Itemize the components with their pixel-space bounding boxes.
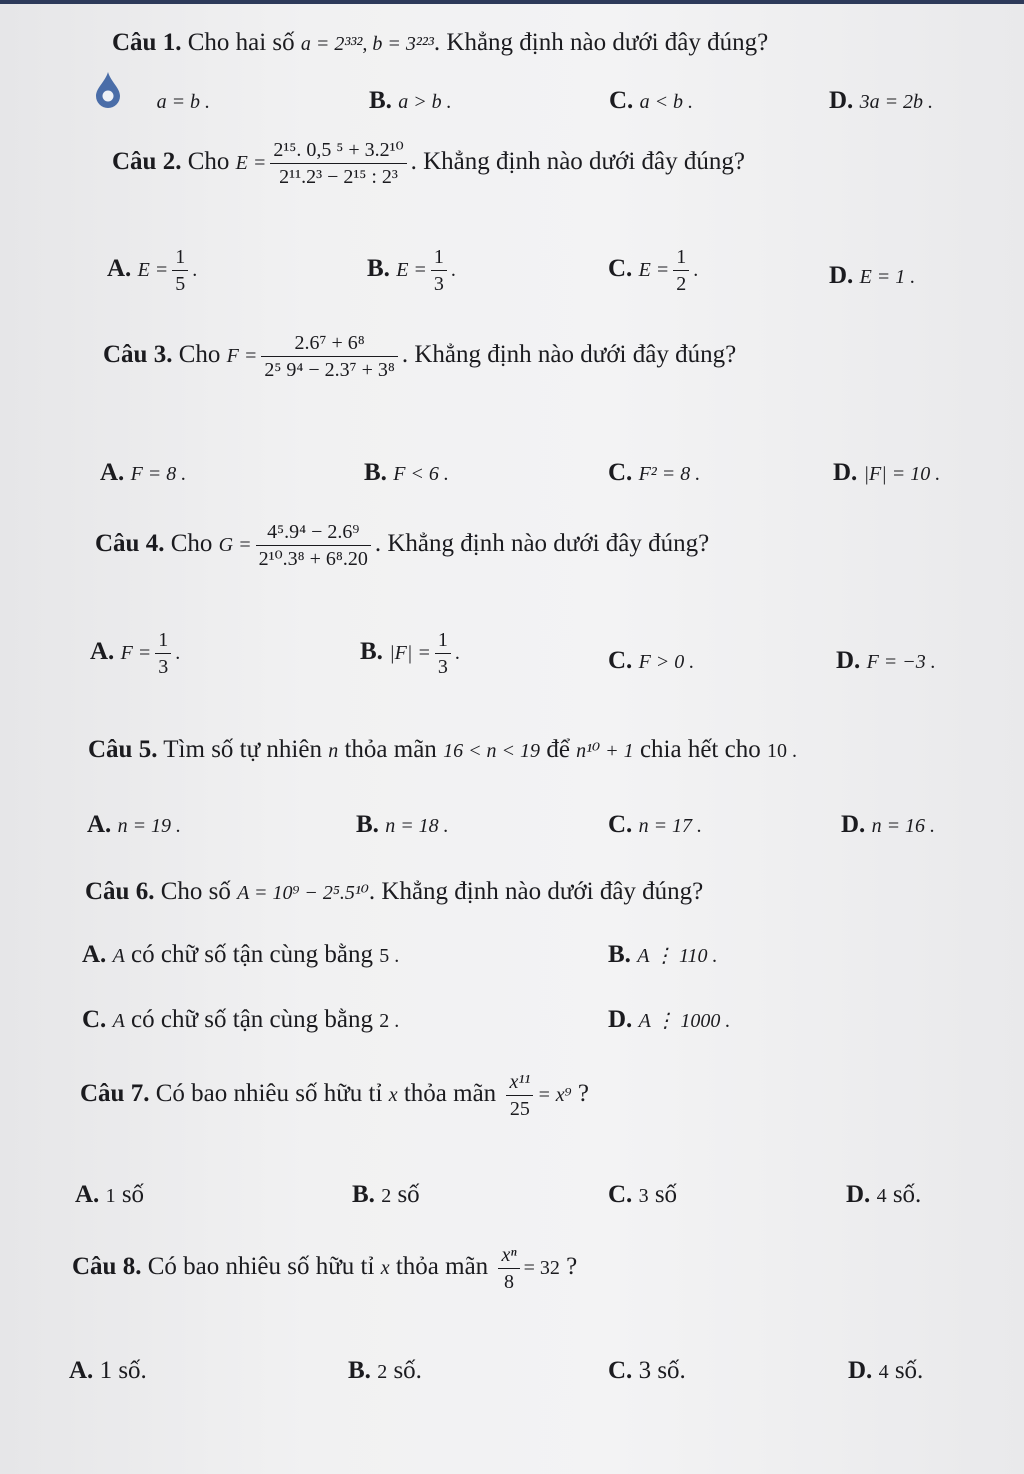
fraction-numerator: 1 [437,629,448,651]
question-text: . Khẳng định nào dưới đây đúng? [368,878,704,905]
fraction-denominator: 2¹⁰.3⁸ + 6⁸.20 [256,545,371,569]
option-label: B. [360,638,383,666]
option-3d[interactable] [833,460,940,485]
option-2a[interactable] [107,247,197,294]
question-label: Câu 6. [85,878,155,905]
option-6b[interactable] [608,942,718,967]
question-text: ? [566,1253,578,1281]
option-text: F < 6 . [393,463,449,485]
option-7c[interactable] [608,1182,677,1207]
question-label: Câu 8. [72,1253,142,1281]
fraction [498,1245,519,1292]
option-label: D. [608,1006,633,1033]
option-label: D. [848,1357,873,1384]
question-2 [112,140,745,187]
option-text: E = [396,259,427,282]
fraction-denominator: 3 [435,653,451,677]
fraction [506,1072,533,1119]
question-1 [112,30,768,55]
option-label: D. [829,262,854,289]
fraction [435,630,451,677]
question-math: A = 10⁹ − 2⁵.5¹⁰ [237,882,369,904]
option-text: n = 17 . [638,815,703,837]
option-text: E = [137,259,169,282]
option-value: 4 [876,1185,887,1207]
option-5d[interactable] [841,812,935,837]
fraction-lhs: E = [235,152,267,175]
fraction-denominator: 2¹¹.2³ − 2¹⁵ : 2³ [270,163,406,187]
question-8 [72,1245,577,1292]
option-label: D. [841,811,866,838]
option-text: a < b . [639,91,694,113]
option-text: A ⋮ 1000 . [638,1010,731,1032]
option-text: n = 16 . [871,815,936,837]
fraction [270,140,406,187]
option-2d[interactable] [829,263,915,288]
option-label: D. [833,459,858,486]
option-3b[interactable] [364,460,449,485]
option-value: 2 . [379,1010,400,1032]
question-6 [85,879,703,904]
option-label: B. [608,941,631,968]
option-text: số. [894,1357,924,1384]
option-text: 3a = 2b . [859,91,934,113]
option-label: B. [356,811,379,838]
option-5c[interactable] [608,812,702,837]
option-label: D. [846,1181,871,1208]
option-text: . [192,259,198,282]
fraction-denominator: 8 [498,1268,519,1292]
option-text: a > b . [398,91,452,113]
option-label: A. [75,1181,100,1208]
question-math: n [328,740,339,762]
option-text: n = 18 . [385,815,449,837]
fraction-denominator: 3 [155,653,171,677]
fraction-numerator: 1 [433,246,444,268]
option-text: |F| = [389,642,431,665]
option-math: A [112,945,125,967]
option-value: 2 [377,1361,388,1383]
option-label: A. [82,941,107,968]
question-3 [103,333,736,380]
option-text: số [397,1181,420,1208]
question-text: chia hết cho [639,736,761,763]
option-label: D. [829,87,854,114]
fraction-denominator: 2⁵ 9⁴ − 2.3⁷ + 3⁸ [261,356,397,380]
question-text: thỏa mãn [395,1253,489,1281]
option-text: . [175,642,181,665]
option-7d[interactable] [846,1182,921,1207]
option-text: số. [892,1181,922,1208]
option-label: B. [348,1357,371,1384]
option-label: C. [608,647,633,674]
option-8b[interactable] [348,1358,422,1383]
option-6d[interactable] [608,1007,730,1032]
option-text: có chữ số tận cùng bằng [131,941,373,968]
option-text: 1 số. [99,1357,147,1384]
option-label: B. [367,255,390,283]
fraction-numerator: xⁿ [501,1244,517,1266]
option-text: |F| = 10 . [863,463,941,485]
question-label: Câu 7. [80,1080,150,1108]
question-math: a = 2³³², b = 3²²³ [300,33,434,55]
option-5b[interactable] [356,812,449,837]
question-text: Có bao nhiêu số hữu tỉ [155,1080,383,1108]
option-text: số [654,1181,678,1208]
question-text: . Khẳng định nào dưới đây đúng? [401,341,737,369]
option-6c[interactable] [82,1007,399,1032]
option-text: F = [120,642,152,665]
question-text: để [546,736,570,763]
fraction-numerator: 4⁵.9⁴ − 2.6⁹ [267,521,360,543]
fraction-numerator: x¹¹ [509,1071,531,1093]
option-text: F = 8 . [130,463,187,485]
option-8a[interactable] [69,1358,147,1383]
option-1a[interactable] [126,88,210,113]
option-8c[interactable] [608,1358,686,1383]
fraction [261,333,397,380]
question-text: Tìm số tự nhiên [163,736,322,763]
question-math: x [388,1084,398,1107]
fraction-denominator: 2 [673,270,689,294]
question-math: 16 < n < 19 [443,740,541,762]
option-label: C. [608,811,633,838]
option-1c[interactable] [609,88,693,113]
option-value: 4 [878,1361,889,1383]
question-math: = 32 [523,1257,560,1280]
option-label: A. [100,459,125,486]
question-label: Câu 1. [112,29,182,56]
option-label: C. [608,1181,633,1208]
option-label: A. [87,811,112,838]
option-label: A. [90,638,115,666]
option-text: E = 1 . [859,266,916,288]
fraction-numerator: 1 [175,246,186,268]
question-text: . Khẳng định nào dưới đây đúng? [410,148,745,176]
fraction [155,630,171,677]
option-text: a = b . [156,91,211,113]
fraction [673,247,689,294]
option-3a[interactable] [100,460,186,485]
option-value: 5 . [379,945,400,967]
option-text: . [450,259,456,282]
option-text: . [454,642,460,665]
fraction-numerator: 2.6⁷ + 6⁸ [294,332,365,354]
question-text: ? [577,1080,589,1108]
option-text: n = 19 . [117,815,182,837]
option-text: F = −3 . [866,651,936,673]
question-5 [88,737,797,762]
question-math: = x⁹ [537,1084,572,1107]
option-label: B. [364,459,387,486]
question-label: Câu 5. [88,736,158,763]
question-text: Cho [178,341,221,369]
fraction [431,247,447,294]
option-2b[interactable] [367,247,456,294]
option-3c[interactable] [608,460,700,485]
fraction-lhs: G = [218,534,252,557]
question-text: Cho số [160,878,231,905]
question-text: thỏa mãn [403,1080,497,1108]
option-text: . [693,259,699,282]
question-math: x [380,1257,390,1280]
option-1b[interactable] [369,88,452,113]
fraction-numerator: 2¹⁵. 0,5 ⁵ + 3.2¹⁰ [273,139,404,161]
option-4a[interactable] [90,630,180,677]
option-label: C. [608,1357,633,1384]
option-value: 3 [638,1185,649,1207]
question-math: 10 . [766,740,797,762]
option-text: 3 số. [638,1357,686,1384]
option-4b[interactable] [360,630,460,677]
option-5a[interactable] [87,812,181,837]
option-label: A. [107,255,132,283]
question-7 [80,1072,589,1119]
option-7a[interactable] [75,1182,144,1207]
option-label: B. [352,1181,375,1208]
question-label: Câu 2. [112,148,182,176]
option-label: C. [608,255,633,283]
option-text: có chữ số tận cùng bằng [131,1006,373,1033]
fraction-denominator: 3 [431,270,447,294]
question-text: . Khẳng định nào dưới đây đúng? [374,530,710,558]
option-text: F > 0 . [638,651,695,673]
option-text: số [121,1181,145,1208]
option-2c[interactable] [608,247,698,294]
question-label: Câu 3. [103,341,173,369]
question-4 [95,522,709,569]
option-label: B. [369,87,392,114]
option-text: F² = 8 . [638,463,701,485]
question-math: n¹⁰ + 1 [576,740,634,762]
option-8d[interactable] [848,1358,923,1383]
option-text: A ⋮ 110 . [637,945,718,967]
option-label: C. [609,87,634,114]
question-text: Cho [170,530,213,558]
question-text: thỏa mãn [344,736,437,763]
fraction-denominator: 25 [506,1095,533,1119]
question-label: Câu 4. [95,530,165,558]
option-1d[interactable] [829,88,933,113]
drop-marker-icon [93,70,123,108]
fraction-lhs: F = [226,345,258,368]
option-7b[interactable] [352,1182,420,1207]
option-label: C. [608,459,633,486]
question-text: Có bao nhiêu số hữu tỉ [147,1253,375,1281]
fraction [172,247,188,294]
option-value: 2 [381,1185,392,1207]
fraction [256,522,371,569]
option-label: D. [836,647,861,674]
option-text: số. [393,1357,422,1384]
option-value: 1 [105,1185,116,1207]
option-text: E = [638,259,670,282]
fraction-numerator: 1 [158,629,169,651]
option-6a[interactable] [82,942,399,967]
option-4c[interactable] [608,648,694,673]
option-label: A. [69,1357,94,1384]
option-math: A [112,1010,125,1032]
question-text: Cho [187,148,230,176]
option-4d[interactable] [836,648,936,673]
option-label: C. [82,1006,107,1033]
fraction-denominator: 5 [172,270,188,294]
fraction-numerator: 1 [676,246,687,268]
question-text: Cho hai số [187,29,295,56]
question-text: . Khẳng định nào dưới đây đúng? [433,29,769,56]
